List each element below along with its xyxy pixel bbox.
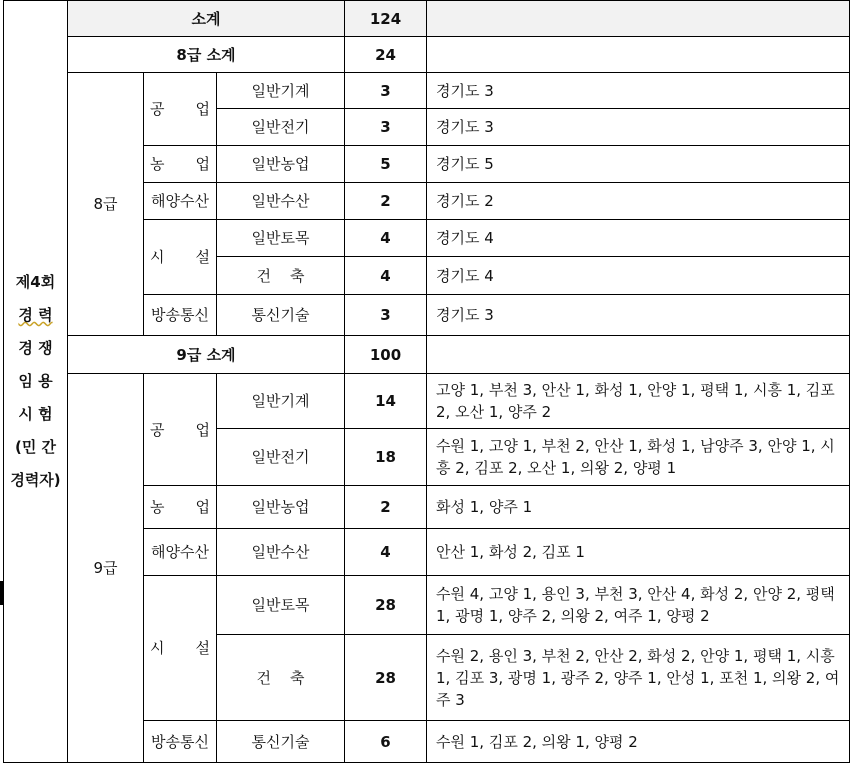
category-char: 공 bbox=[150, 100, 165, 118]
count-cell: 4 bbox=[345, 257, 427, 295]
table-row bbox=[4, 374, 850, 429]
field-cell: 일반토목 bbox=[217, 220, 345, 257]
category-char: 설 bbox=[195, 248, 210, 266]
count-cell: 3 bbox=[345, 295, 427, 336]
grade8-subtotal-note bbox=[427, 37, 850, 73]
locations-cell: 수원 1, 김포 2, 의왕 1, 양평 2 bbox=[427, 721, 850, 763]
locations-cell: 수원 4, 고양 1, 용인 3, 부천 3, 안산 4, 화성 2, 안양 2, 평택 1, 광명 1, 양주 2, 의왕 2, 여주 1, 양평 2 bbox=[427, 576, 850, 635]
category-cell: 해양수산 bbox=[144, 183, 217, 220]
locations-cell: 경기도 3 bbox=[427, 295, 850, 336]
category-char: 업 bbox=[195, 498, 210, 516]
field-cell: 통신기술 bbox=[217, 295, 345, 336]
field-cell: 일반전기 bbox=[217, 429, 345, 486]
field-cell: 일반기계 bbox=[217, 374, 345, 429]
grade9-subtotal-label: 9급 소계 bbox=[68, 336, 345, 374]
locations-cell: 경기도 4 bbox=[427, 220, 850, 257]
grade9-subtotal-note bbox=[427, 336, 850, 374]
count-cell: 18 bbox=[345, 429, 427, 486]
field-cell: 일반토목 bbox=[217, 576, 345, 635]
category-char: 업 bbox=[195, 420, 210, 439]
category-char: 시 bbox=[150, 639, 165, 657]
count-cell: 3 bbox=[345, 109, 427, 146]
field-cell: 통신기술 bbox=[217, 721, 345, 763]
category-char: 농 bbox=[150, 155, 165, 173]
category-cell: 해양수산 bbox=[144, 529, 217, 576]
grade9-subtotal-row bbox=[4, 336, 850, 374]
count-cell: 5 bbox=[345, 146, 427, 183]
grade9-subtotal-count: 100 bbox=[345, 336, 427, 374]
grade8-subtotal-label: 8급 소계 bbox=[68, 37, 345, 73]
total-count: 124 bbox=[345, 1, 427, 37]
count-cell: 14 bbox=[345, 374, 427, 429]
locations-cell: 경기도 3 bbox=[427, 109, 850, 146]
total-row bbox=[4, 1, 850, 37]
count-cell: 4 bbox=[345, 529, 427, 576]
locations-cell: 수원 2, 용인 3, 부천 2, 안산 2, 화성 2, 안양 1, 평택 1, 시흥 1, 김포 3, 광명 1, 광주 2, 양주 1, 안성 1, 포천 1, 의왕 2, 여주 3 bbox=[427, 635, 850, 721]
count-cell: 4 bbox=[345, 220, 427, 257]
category-cell bbox=[144, 576, 217, 721]
field-cell: 일반기계 bbox=[217, 73, 345, 109]
grade8-label: 8급 bbox=[68, 73, 144, 336]
field-cell: 일반전기 bbox=[217, 109, 345, 146]
category-cell bbox=[144, 220, 217, 295]
category-cell: 방송통신 bbox=[144, 721, 217, 763]
field-cell: 일반수산 bbox=[217, 183, 345, 220]
locations-cell: 수원 1, 고양 1, 부천 2, 안산 1, 화성 1, 남양주 3, 안양 1, 시흥 2, 김포 2, 오산 1, 의왕 2, 양평 1 bbox=[427, 429, 850, 486]
field-cell: 건 축 bbox=[217, 635, 345, 721]
locations-cell: 안산 1, 화성 2, 김포 1 bbox=[427, 529, 850, 576]
locations-cell: 경기도 4 bbox=[427, 257, 850, 295]
count-cell: 28 bbox=[345, 576, 427, 635]
count-cell: 2 bbox=[345, 183, 427, 220]
category-cell bbox=[144, 73, 217, 146]
category-cell: 방송통신 bbox=[144, 295, 217, 336]
count-cell: 6 bbox=[345, 721, 427, 763]
section-title-cell bbox=[4, 1, 68, 763]
category-char: 농 bbox=[150, 498, 165, 516]
locations-cell: 화성 1, 양주 1 bbox=[427, 486, 850, 529]
locations-cell: 경기도 5 bbox=[427, 146, 850, 183]
category-char: 업 bbox=[195, 155, 210, 173]
category-cell bbox=[144, 486, 217, 529]
section-title-line: 경 력 bbox=[18, 306, 53, 324]
recruitment-table bbox=[3, 0, 850, 763]
field-cell: 일반농업 bbox=[217, 486, 345, 529]
field-cell: 일반수산 bbox=[217, 529, 345, 576]
section-title-line: 임 용 bbox=[18, 372, 53, 390]
grade8-subtotal-row bbox=[4, 37, 850, 73]
section-title-line: 경 쟁 bbox=[18, 339, 53, 357]
section-title-line: 제4회 bbox=[15, 273, 56, 291]
category-char: 공 bbox=[150, 420, 165, 439]
field-cell: 일반농업 bbox=[217, 146, 345, 183]
field-cell: 건 축 bbox=[217, 257, 345, 295]
count-cell: 28 bbox=[345, 635, 427, 721]
section-title-line: 시 험 bbox=[18, 405, 53, 423]
category-char: 업 bbox=[195, 100, 210, 118]
grade8-subtotal-count: 24 bbox=[345, 37, 427, 73]
locations-cell: 경기도 3 bbox=[427, 73, 850, 109]
category-cell bbox=[144, 374, 217, 486]
total-note bbox=[427, 1, 850, 37]
category-char: 설 bbox=[195, 639, 210, 657]
grade9-label: 9급 bbox=[68, 374, 144, 763]
table-row bbox=[4, 73, 850, 109]
total-label: 소계 bbox=[68, 1, 345, 37]
category-char: 시 bbox=[150, 248, 165, 266]
section-title-line: 경력자) bbox=[10, 471, 61, 489]
locations-cell: 경기도 2 bbox=[427, 183, 850, 220]
category-cell bbox=[144, 146, 217, 183]
locations-cell: 고양 1, 부천 3, 안산 1, 화성 1, 안양 1, 평택 1, 시흥 1, 김포 2, 오산 1, 양주 2 bbox=[427, 374, 850, 429]
count-cell: 2 bbox=[345, 486, 427, 529]
section-title-line: (민 간 bbox=[14, 438, 57, 456]
count-cell: 3 bbox=[345, 73, 427, 109]
